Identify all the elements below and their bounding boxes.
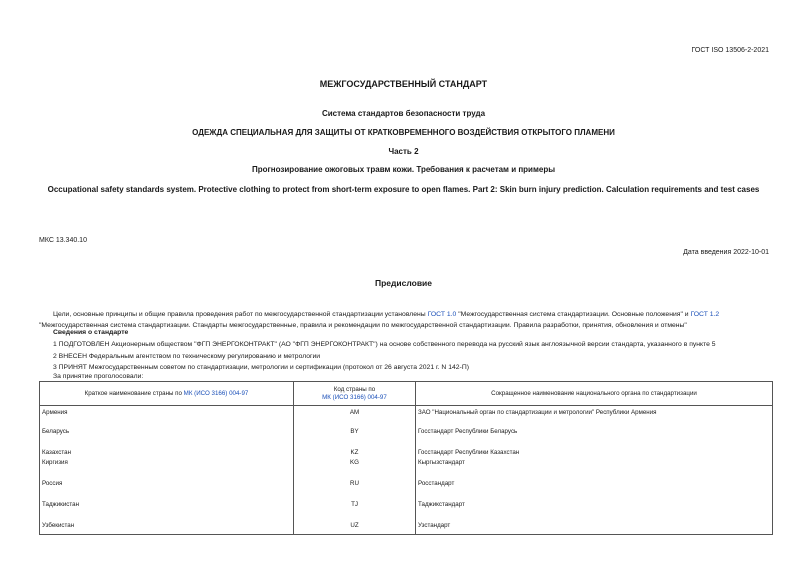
info-item-2: 2 ВНЕСЕН Федеральным агентством по техническому регулированию и метрологии (53, 353, 321, 360)
body-cell: Росстандарт (416, 477, 773, 498)
country-cell: Армения (40, 406, 294, 425)
country-cell: Таджикистан (40, 498, 294, 519)
mk-iso-link[interactable]: МК (ИСО 3166) 004-97 (183, 389, 249, 397)
info-item-1: 1 ПОДГОТОВЛЕН Акционерным обществом "ФГП ЭНЕРГОКОНТРАКТ" (АО "ФГП ЭНЕРГОКОНТРАКТ") на основе собственного перевода на русский язык англоязычной версии стандарта, указанного в пункте 5 (53, 341, 716, 348)
code-cell: UZ (294, 519, 416, 535)
code-cell: AM (294, 406, 416, 425)
standard-heading: МЕЖГОСУДАРСТВЕННЫЙ СТАНДАРТ (319, 79, 488, 89)
body-cell: Госстандарт Республики Казахстан (416, 446, 773, 456)
body-cell: Кыргызстандарт (416, 456, 773, 477)
column-header-code: Код страны по МК (ИСО 3166) 004-97 (294, 382, 416, 406)
introduction-date: Дата введения 2022-10-01 (683, 249, 769, 256)
country-cell: Казахстан (40, 446, 294, 456)
english-title: Occupational safety standards system. Protective clothing to protect from short-term exposure to open flames. Part 2: Skin burn injury prediction. Calculation requirements and test cases (47, 185, 760, 194)
column-header-body: Сокращенное наименование национального органа по стандартизации (416, 382, 773, 406)
mk-iso-link[interactable]: МК (ИСО 3166) 004-97 (322, 393, 387, 401)
info-item-3: 3 ПРИНЯТ Межгосударственным советом по стандартизации, метрологии и сертификации (протокол от 26 августа 2021 г. N 142-П) (53, 364, 469, 371)
part-number: Часть 2 (388, 147, 419, 156)
code-cell: KG (294, 456, 416, 477)
table-row (40, 406, 773, 425)
standard-info-heading: Сведения о стандарте (53, 329, 129, 336)
country-cell: Киргизия (40, 456, 294, 477)
paragraph-text: "Межгосударственная система стандартизации. Основные положения" и (456, 311, 691, 318)
country-cell: Беларусь (40, 425, 294, 446)
code-cell: KZ (294, 446, 416, 456)
table-row (40, 477, 773, 498)
document-title: ОДЕЖДА СПЕЦИАЛЬНАЯ ДЛЯ ЗАЩИТЫ ОТ КРАТКОВРЕМЕННОГО ВОЗДЕЙСТВИЯ ОТКРЫТОГО ПЛАМЕНИ (192, 128, 615, 137)
country-cell: Узбекистан (40, 519, 294, 535)
document-code: ГОСТ ISO 13506-2-2021 (691, 47, 769, 54)
body-cell: Госстандарт Республики Беларусь (416, 425, 773, 446)
preface-paragraph (39, 309, 774, 331)
table-row (40, 498, 773, 519)
column-header-country: Краткое наименование страны по МК (ИСО 3166) 004-97 (40, 382, 294, 406)
country-cell: Россия (40, 477, 294, 498)
mks-code: МКС 13.340.10 (39, 237, 87, 244)
countries-table (39, 381, 773, 535)
body-cell: ЗАО "Национальный орган по стандартизации и метрологии" Республики Армения (416, 406, 773, 425)
standards-system-title: Система стандартов безопасности труда (321, 109, 486, 118)
table-row (40, 456, 773, 477)
voted-label: За принятие проголосовали: (53, 373, 144, 380)
code-cell: RU (294, 477, 416, 498)
gost-1-2-link[interactable]: ГОСТ 1.2 (690, 311, 720, 318)
table-row (40, 425, 773, 446)
body-cell: Узстандарт (416, 519, 773, 535)
table-row (40, 519, 773, 535)
body-cell: Таджикстандарт (416, 498, 773, 519)
document-subtitle: Прогнозирование ожоговых травм кожи. Требования к расчетам и примеры (251, 165, 556, 174)
gost-1-0-link[interactable]: ГОСТ 1.0 (427, 311, 457, 318)
table-header-row (40, 382, 773, 406)
paragraph-text: Цели, основные принципы и общие правила проведения работ по межгосударственной стандартизации установлены (53, 311, 428, 318)
code-cell: TJ (294, 498, 416, 519)
preface-heading: Предисловие (374, 278, 433, 288)
table-row (40, 446, 773, 456)
code-cell: BY (294, 425, 416, 446)
paragraph-text: "Межгосударственная система стандартизации. Стандарты межгосударственные, правила и рекомендации по межгосударственной стандартизации. Правила разработки, принятия, обновления и отмены" (39, 322, 687, 329)
